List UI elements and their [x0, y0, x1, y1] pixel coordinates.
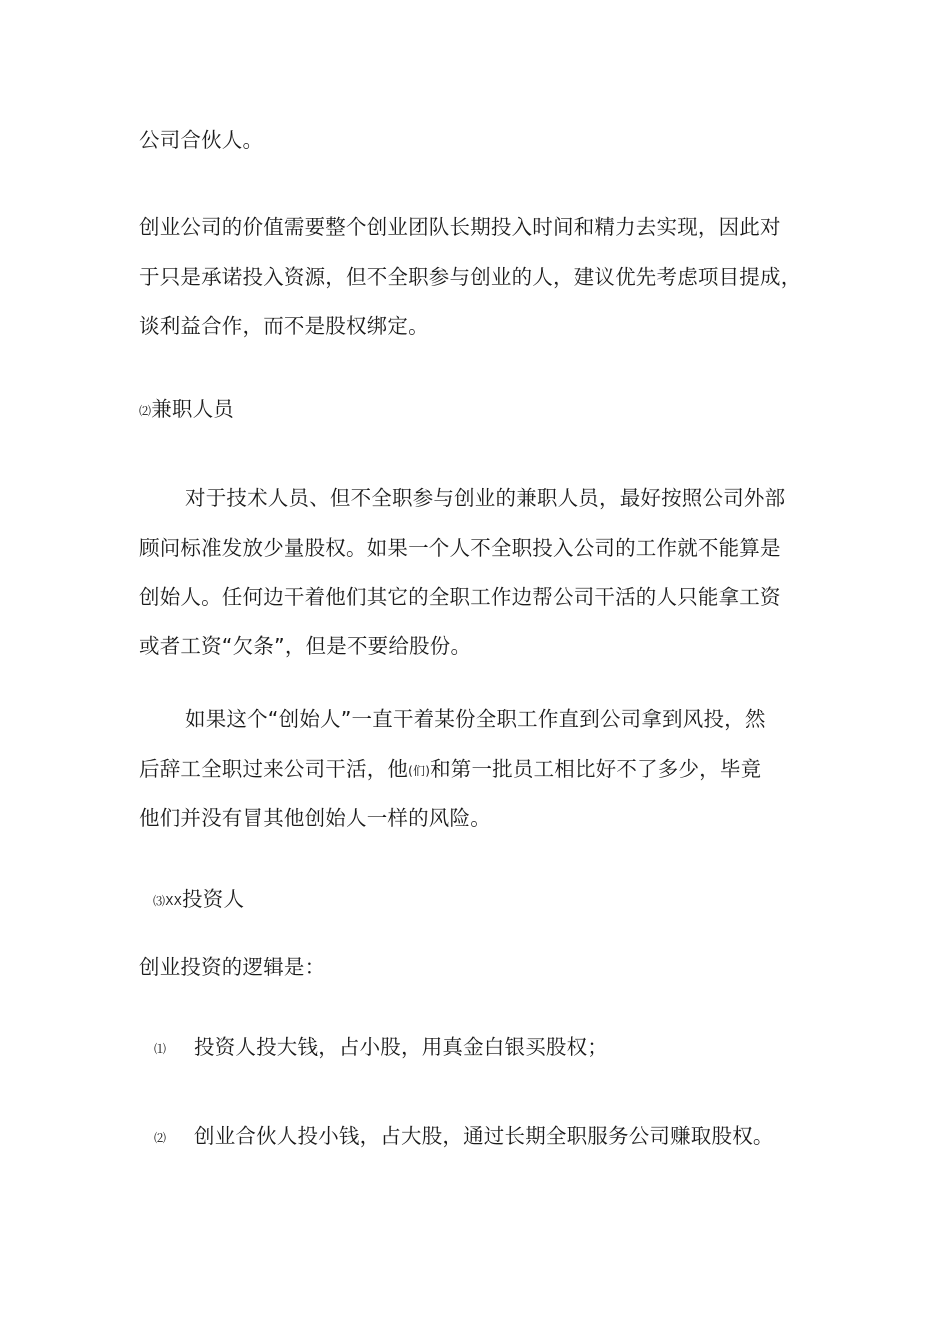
text-run-small: (们) [408, 764, 431, 778]
paragraph-line: 谈利益合作，而不是股权绑定。 [139, 314, 429, 338]
list-item-text: 投资人投大钱，占小股，用真金白银买股权； [194, 1035, 608, 1059]
section-number: ⑵ [139, 404, 152, 418]
section-title: 兼职人员 [151, 397, 235, 421]
paragraph-line: 创业投资的逻辑是： [139, 955, 326, 979]
text-run: 后辞工全职过来公司干活，他 [139, 757, 409, 781]
section-title: 投资人 [182, 887, 245, 911]
paragraph-line: 他们并没有冒其他创始人一样的风险。 [139, 806, 491, 830]
text-run: 和第一批员工相比好不了多少，毕竟 [430, 757, 762, 781]
paragraph-line: 创业公司的价值需要整个创业团队长期投入时间和精力去实现，因此对 [139, 215, 781, 239]
paragraph-line: 如果这个“创始人”一直干着某份全职工作直到公司拿到风投，然 [185, 707, 766, 731]
paragraph-line: 对于技术人员、但不全职参与创业的兼职人员，最好按照公司外部 [185, 486, 786, 510]
paragraph-line: 创始人。任何边干着他们其它的全职工作边帮公司干活的人只能拿工资 [139, 585, 781, 609]
paragraph-line [139, 756, 761, 782]
paragraph-line: 或者工资“欠条”，但是不要给股份。 [139, 634, 472, 658]
list-marker: ⑵ [154, 1131, 167, 1145]
section-heading [153, 886, 244, 912]
paragraph-line: 于只是承诺投入资源，但不全职参与创业的人，建议优先考虑项目提成， [139, 265, 802, 289]
list-marker: ⑴ [154, 1042, 167, 1056]
section-number: ⑶XX [153, 894, 183, 908]
paragraph-line: 公司合伙人。 [139, 128, 264, 152]
paragraph-line: 顾问标准发放少量股权。如果一个人不全职投入公司的工作就不能算是 [139, 536, 781, 560]
section-heading [139, 396, 234, 422]
list-item-text: 创业合伙人投小钱，占大股，通过长期全职服务公司赚取股权。 [194, 1124, 774, 1148]
